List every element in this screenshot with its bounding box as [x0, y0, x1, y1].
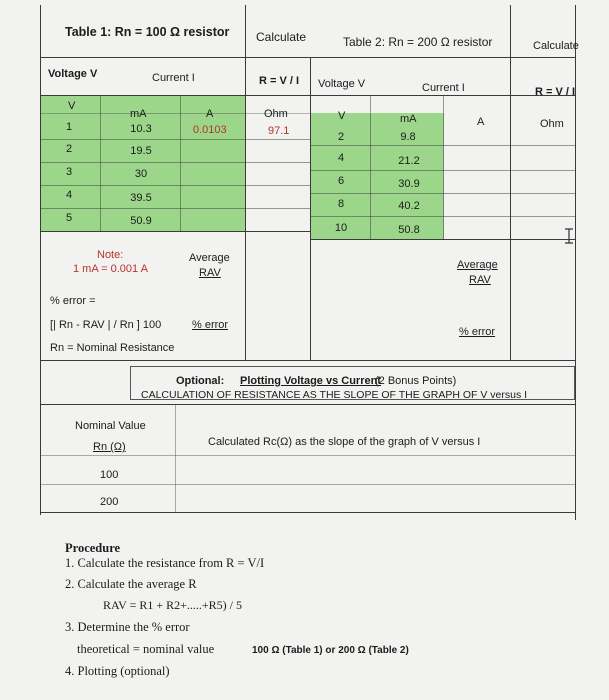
table1-voltage-header: Voltage V	[48, 68, 98, 80]
table2-rvi-header: R = V / I	[535, 86, 576, 98]
table1-unit-ma: mA	[130, 108, 147, 120]
table1-average-label: Average	[189, 252, 230, 264]
table1-row-ma: 39.5	[130, 192, 152, 204]
table1-error-eq: % error =	[50, 295, 96, 307]
nominal-calc-header: Calculated Rc(Ω) as the slope of the graph of V versus I	[208, 436, 481, 448]
table1-row-ma: 50.9	[130, 215, 152, 227]
table1-calculate-header: Calculate	[256, 30, 307, 44]
table1-row-ma: 19.5	[130, 145, 152, 157]
procedure-theoretical-prefix: theoretical = nominal value	[77, 642, 215, 656]
table1-rav-label: RAV	[199, 267, 221, 279]
procedure-step2: 2. Calculate the average R	[65, 577, 197, 591]
table2-row-v: 10	[334, 222, 348, 234]
table2-green-body	[311, 113, 444, 239]
table2-row-ma: 50.8	[398, 224, 420, 236]
optional-prefix: Optional:	[176, 375, 225, 387]
table2-calculate-header: Calculate	[533, 40, 579, 52]
nominal-unit: Rn (Ω)	[93, 441, 126, 453]
table1-row-v: 2	[65, 143, 73, 155]
table1-unit-a: A	[206, 108, 214, 120]
table1-row-ma: 10.3	[130, 123, 152, 135]
table1-error-formula: [| Rn - RAV | / Rn ] 100	[50, 319, 162, 331]
table2-voltage-header: Voltage V	[318, 78, 366, 90]
table1-unit-ohm: Ohm	[264, 108, 288, 120]
table1-nominal-note: Rn = Nominal Resistance	[50, 342, 175, 354]
table2-row-v: 8	[337, 198, 345, 210]
table1-unit-v: V	[68, 100, 76, 112]
table2-row-ma: 9.8	[400, 131, 416, 143]
procedure-step4: 4. Plotting (optional)	[65, 664, 170, 678]
text-cursor-icon	[562, 228, 576, 244]
optional-line2: CALCULATION OF RESISTANCE AS THE SLOPE OF THE GRAPH OF V versus I	[141, 389, 528, 401]
table2-row-v: 4	[337, 152, 345, 164]
table2-row-ma: 21.2	[398, 155, 420, 167]
table1-row-v: 1	[65, 121, 73, 133]
table2-unit-v: V	[338, 110, 346, 122]
table2-unit-ohm: Ohm	[540, 118, 564, 130]
table1-note-value: 1 mA = 0.001 A	[73, 263, 148, 275]
table1-title: Table 1: Rn = 100 Ω resistor	[65, 25, 230, 39]
table2-row-v: 2	[337, 131, 345, 143]
nominal-label: Nominal Value	[75, 420, 146, 432]
table2-title: Table 2: Rn = 200 Ω resistor	[343, 35, 493, 49]
table2-unit-a: A	[477, 116, 485, 128]
procedure-theoretical-values: 100 Ω (Table 1) or 200 Ω (Table 2)	[252, 645, 409, 656]
table1-row-a: 0.0103	[193, 124, 227, 136]
optional-title: Plotting Voltage vs Current	[240, 375, 381, 387]
table2-current-header: Current I	[422, 82, 465, 94]
optional-bonus: (2 Bonus Points)	[375, 375, 457, 387]
table2-row-v: 6	[337, 175, 345, 187]
table1-row-v: 3	[65, 166, 73, 178]
procedure-step3: 3. Determine the % error	[65, 620, 190, 634]
table1-rvi-header: R = V / I	[259, 75, 300, 87]
table1-error-label: % error	[192, 319, 229, 331]
table1-row-v: 5	[65, 212, 73, 224]
nominal-value-100: 100	[100, 469, 119, 481]
procedure-formula: RAV = R1 + R2+.....+R5) / 5	[103, 598, 242, 612]
table1-row-ohm: 97.1	[268, 125, 290, 137]
table2-error-label: % error	[459, 326, 496, 338]
table1-note-label: Note:	[97, 249, 124, 261]
procedure-title: Procedure	[65, 541, 121, 555]
nominal-value-200: 200	[100, 496, 119, 508]
table2-unit-ma: mA	[400, 113, 417, 125]
procedure-step1: 1. Calculate the resistance from R = V/I	[65, 556, 265, 570]
table1-row-ma: 30	[134, 168, 148, 180]
table1-row-v: 4	[65, 189, 73, 201]
table2-average-label: Average	[457, 259, 498, 271]
table1-current-header: Current I	[152, 72, 195, 84]
table2-row-ma: 40.2	[398, 200, 420, 212]
table2-row-ma: 30.9	[398, 178, 420, 190]
table2-rav-label: RAV	[469, 274, 491, 286]
